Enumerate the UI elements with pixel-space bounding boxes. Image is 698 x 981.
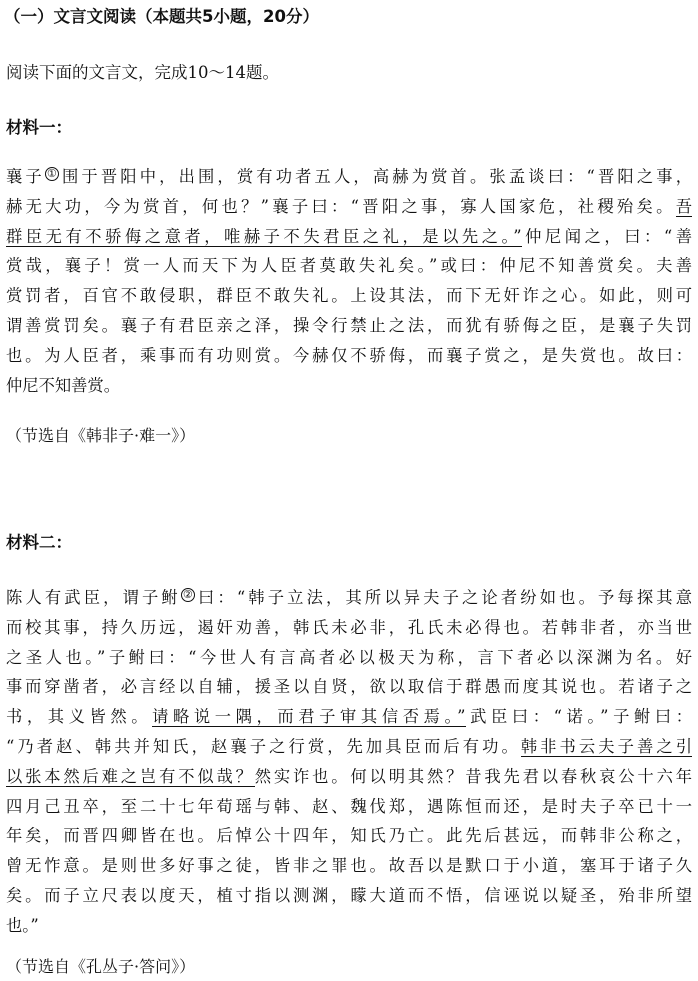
passage-line: 矣。而子立尺表以度天，植寸指以测渊，矇大道而不悟，信诬说以疑圣，殆非所望: [6, 885, 692, 905]
passage-line: 赏罚者，百官不敢侵职，群臣不敢失礼。上设其法，而下无奸诈之心。如此，则可: [6, 286, 692, 306]
passage-line: [6, 732, 692, 762]
text-run: 围于晋阳中，出围，赏有功者五人，高赫为赏首。张孟谈曰：“晋阳之事，: [58, 167, 692, 186]
passage-line: 四月己丑卒，至二十七年荀瑶与韩、赵、魏伐郑，遇陈恒而还，是时夫子卒已十一: [6, 796, 692, 816]
passage-line: 年矣，而晋四卿皆在也。后悼公十四年，知氏乃亡。此先后甚远，而韩非公称之，: [6, 826, 692, 846]
text-run: “乃者赵、韩共并知氏，赵襄子之行赏，先加具臣而后有功。: [6, 736, 521, 756]
passage-line: 之圣人也。”子鲋曰：“今世人有言高者必以极天为称，言下者必以深渊为名。好: [6, 647, 692, 667]
material2-source: （节选自《孔丛子·答问》）: [6, 957, 196, 976]
material1-passage: [6, 162, 692, 400]
underlined-sentence: 请略说一隅，而君子审其信否焉。”: [152, 707, 466, 727]
section-title: （一）文言文阅读（本题共5小题，20分）: [4, 7, 319, 26]
instruction: 阅读下面的文言文，完成10～14题。: [6, 63, 279, 82]
passage-line: 赏哉，襄子！赏一人而天下为人臣者莫敢失礼矣。”或曰：仲尼不知善赏矣。夫善: [6, 256, 692, 276]
text-run: 仲尼闻之，曰：“善: [521, 226, 692, 246]
material1-source: （节选自《韩非子·难一》）: [6, 426, 196, 445]
passage-line: [6, 162, 692, 192]
text-run: 然实诈也。何以明其然？昔我先君以春秋哀公十六年: [254, 766, 692, 786]
footnote-marker: ②: [181, 588, 195, 602]
passage-line: [6, 762, 692, 792]
text-run: 襄子: [6, 167, 45, 186]
passage-line: 曾无怍意。是则世多好事之徒，皆非之罪也。故吾以是默口于小道，塞耳于诸子久: [6, 856, 692, 876]
passage-line: 也。”: [6, 915, 39, 935]
passage-line: 谓善赏罚矣。襄子有君臣亲之泽，操令行禁止之法，而犹有骄侮之臣，是襄子失罚: [6, 315, 692, 335]
passage-line: 也。为人臣者，乘事而有功则赏。今赫仅不骄侮，而襄子赏之，是失赏也。故曰：: [6, 345, 692, 365]
material2-label: 材料二：: [6, 533, 72, 552]
material1-label: 材料一：: [6, 118, 72, 137]
underlined-sentence: 韩非书云夫子善之引: [520, 736, 692, 756]
passage-line: [6, 702, 692, 732]
underlined-sentence: 吾: [675, 196, 692, 216]
passage-line: [6, 192, 692, 222]
passage-line: 而校其事，持久历远，遏奸劝善，韩氏未必非，孔氏未必得也。若韩非者，亦当世: [6, 617, 692, 637]
passage-line: 仲尼不知善赏。: [6, 375, 120, 395]
text-run: 赫无大功，今为赏首，何也？”襄子曰：“晋阳之事，寡人国家危，社稷殆矣。: [6, 196, 676, 216]
footnote-marker: ①: [45, 167, 59, 181]
passage-line: 事而穿凿者，必言经以自辅，援圣以自贤，欲以取信于群愚而度其说也。若诸子之: [6, 677, 692, 697]
text-run: 武臣曰：“诺。”子鲋曰：: [465, 707, 692, 727]
material2-passage: [6, 583, 692, 941]
text-run: 曰：“韩子立法，其所以异夫子之论者纷如也。予每探其意: [194, 588, 692, 607]
underlined-sentence: 以张本然后难之岂有不似哉？: [6, 766, 255, 786]
passage-line: [6, 222, 692, 252]
passage-line: [6, 583, 692, 613]
underlined-sentence: 群臣无有不骄侮之意者，唯赫子不失君臣之礼，是以先之。”: [6, 226, 522, 246]
text-run: 书，其义皆然。: [6, 707, 153, 727]
text-run: 陈人有武臣，谓子鲋: [6, 588, 181, 607]
